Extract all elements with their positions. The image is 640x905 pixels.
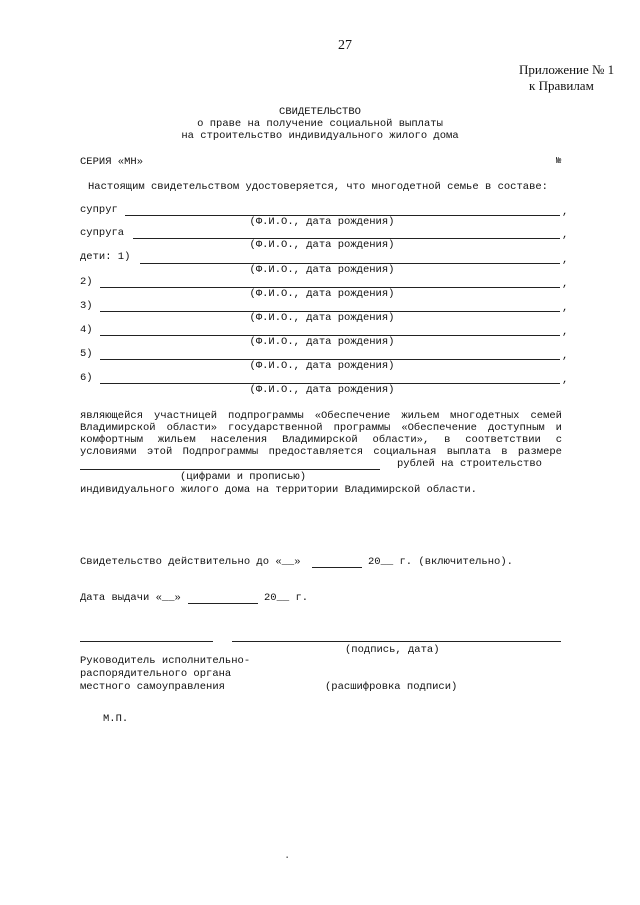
body-line-3: комфортным жильем населения Владимирской области», в соответствии с [80,434,562,446]
child5-label: 5) [80,348,93,360]
child3-caption: (Ф.И.О., дата рождения) [249,312,395,324]
issue-date-month-line[interactable] [188,603,258,604]
child6-label: 6) [80,372,93,384]
validity-year: 20__ г. (включительно). [368,556,513,568]
amount-suffix: рублей на строительство [397,458,542,470]
child4-caption: (Ф.И.О., дата рождения) [249,336,395,348]
issue-date-year: 20__ г. [264,592,309,604]
body-line-4: условиями этой Подпрограммы предоставляется социальная выплата в размере [80,446,562,458]
amount-caption: (цифрами и прописью) [180,471,307,483]
spouse-f-comma: , [562,229,569,241]
document-subtitle-2: на строительство индивидуального жилого дома [181,130,459,142]
document-subtitle-1: о праве на получение социальной выплаты [197,118,443,130]
validity-prefix: Свидетельство действительно до «__» [80,556,301,568]
child2-caption: (Ф.И.О., дата рождения) [249,288,395,300]
appendix-line-2: к Правилам [529,78,594,93]
body-line-6: индивидуального жилого дома на территории Владимирской области. [80,484,477,496]
child2-label: 2) [80,276,93,288]
spouse-f-caption: (Ф.И.О., дата рождения) [249,239,395,251]
child5-comma: , [562,350,569,362]
page-number: 27 [338,38,352,53]
issue-date-prefix: Дата выдачи «__» [80,592,181,604]
head-line-2: распорядительного органа [80,668,232,680]
signature-left-line[interactable] [80,641,213,642]
spouse-m-comma: , [562,206,569,218]
child6-caption: (Ф.И.О., дата рождения) [249,384,395,396]
child2-comma: , [562,278,569,290]
footer-dot: . [284,850,291,862]
stamp-label: М.П. [103,713,129,725]
children-label: дети: 1) [80,251,131,263]
head-line-1: Руководитель исполнительно- [80,655,251,667]
validity-month-line[interactable] [312,567,362,568]
body-line-1: являющейся участницей подпрограммы «Обеспечение жильем многодетных семей [80,410,562,422]
child1-comma: , [562,254,569,266]
series-label: СЕРИЯ «МН» [80,156,144,168]
signature-caption: (подпись, дата) [345,644,440,656]
number-sign: № [556,156,562,166]
signature-right-line[interactable] [232,641,561,642]
appendix-line-1: Приложение № 1 [519,62,615,77]
decoding-caption: (расшифровка подписи) [325,681,458,693]
child6-comma: , [562,374,569,386]
child4-comma: , [562,326,569,338]
head-line-3: местного самоуправления [80,681,225,693]
child1-caption: (Ф.И.О., дата рождения) [249,264,395,276]
child3-label: 3) [80,300,93,312]
body-line-2: Владимирской области» государственной программы «Обеспечение доступным и [80,422,562,434]
spouse-f-label: супруга [80,227,125,239]
child4-label: 4) [80,324,93,336]
document-title: СВИДЕТЕЛЬСТВО [279,106,361,118]
amount-fill-line[interactable] [80,469,380,470]
child5-caption: (Ф.И.О., дата рождения) [249,360,395,372]
child3-comma: , [562,302,569,314]
intro-text: Настоящим свидетельством удостоверяется, что многодетной семье в составе: [88,181,548,193]
spouse-m-caption: (Ф.И.О., дата рождения) [249,216,395,228]
spouse-m-label: супруг [80,204,118,216]
